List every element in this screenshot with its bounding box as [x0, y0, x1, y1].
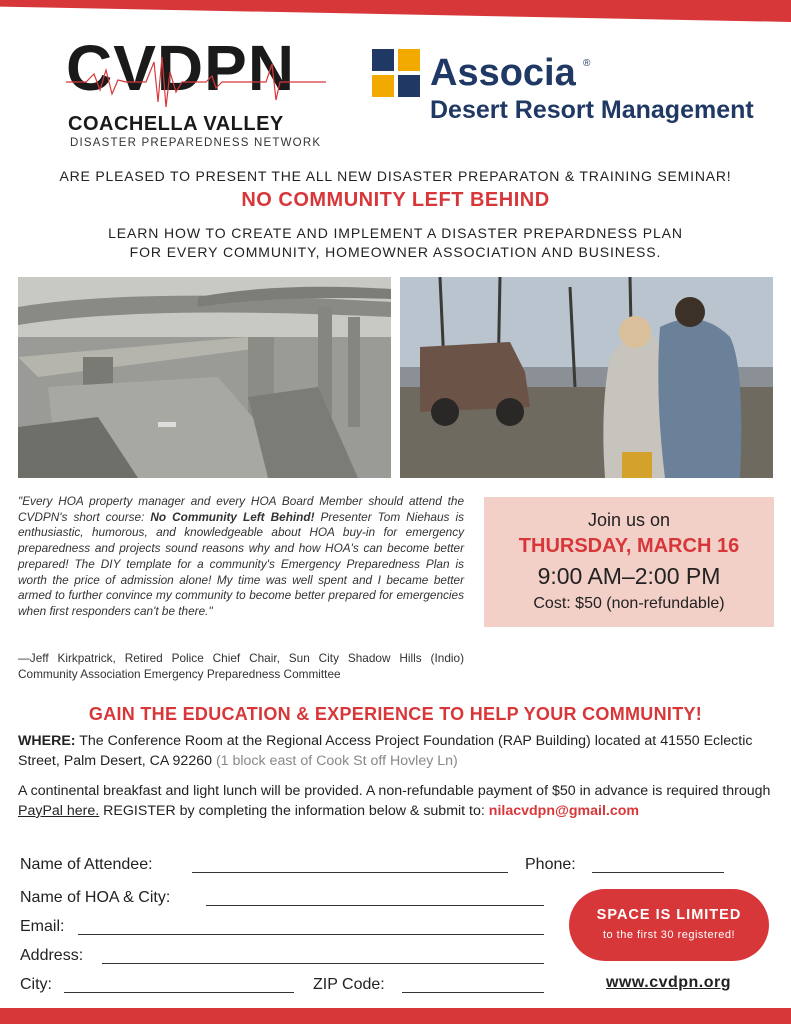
address-input-line[interactable] [102, 963, 544, 964]
registration-text-end: REGISTER by completing the information below & submit to: [99, 803, 489, 819]
testimonial-attribution: —Jeff Kirkpatrick, Retired Police Chief Chair, Sun City Shadow Hills (Indio) Community Association Emergency Preparedness Committee [18, 651, 464, 681]
phone-input-line[interactable] [592, 872, 724, 873]
cvdpn-logo-region: COACHELLA VALLEY [68, 113, 284, 135]
registration-text-start: A continental breakfast and light lunch will be provided. A non-refundable payment of $50 in advance is required through [18, 783, 771, 799]
collapsed-freeway-photo [18, 277, 391, 478]
quote-course-name: No Community Left Behind! [150, 509, 315, 524]
associa-logo-icon [372, 49, 420, 97]
zip-input-line[interactable] [402, 992, 544, 993]
city-input-line[interactable] [64, 992, 294, 993]
testimonial-quote [18, 494, 464, 620]
seismograph-wave-icon [66, 52, 326, 112]
attendee-input-line[interactable] [192, 872, 508, 873]
zip-label: ZIP Code: [313, 976, 385, 993]
email-label: Email: [20, 918, 65, 935]
city-label: City: [20, 976, 52, 993]
cvdpn-logo-title: CVDPN [66, 32, 296, 104]
where-directions: (1 block east of Cook St off Hovley Ln) [215, 753, 458, 769]
hoa-input-line[interactable] [206, 905, 544, 906]
learn-line-1: LEARN HOW TO CREATE AND IMPLEMENT A DISASTER PREPARDNESS PLAN [108, 225, 683, 241]
phone-label: Phone: [525, 856, 576, 873]
email-link[interactable]: nilacvdpn@gmail.com [488, 803, 640, 819]
website-link[interactable]: www.cvdpn.org [606, 974, 732, 991]
registration-paragraph [18, 781, 778, 821]
where-text: The Conference Room at the Regional Access Project Foundation (RAP Building) located at 41550 Eclectic Street, Palm Desert, CA 92260 [18, 733, 753, 769]
where-label: WHERE: [18, 733, 76, 749]
seminar-title: NO COMMUNITY LEFT BEHIND [241, 189, 550, 211]
hoa-label: Name of HOA & City: [20, 889, 171, 906]
space-limited-badge [569, 889, 769, 961]
learn-line-2: FOR EVERY COMMUNITY, HOMEOWNER ASSOCIATION AND BUSINESS. [129, 244, 662, 260]
space-limited-note: to the first 30 registered! [602, 929, 736, 941]
paypal-link[interactable]: PayPal here. [18, 803, 100, 819]
event-time: 9:00 AM–2:00 PM [537, 563, 721, 589]
quote-text-end: Presenter Tom Niehaus is enthusiastic, humorous, and knowledgeable about HOA buy-in for emergency preparedness and projects sound reasons why and how HOA's can become better prepared! The DIY template for a community's Emergency Preparedness Plan is worth the price of admission alone! My time was well spent and I became better armed to further convince my community to become better prepared for emergencies when first responders can't be there." [18, 509, 464, 618]
space-limited-title: SPACE IS LIMITED [596, 907, 742, 923]
associa-registered-mark: ® [583, 58, 591, 69]
bottom-red-band [0, 1008, 791, 1024]
quote-text-start: "Every HOA property manager and every HOA Board Member should attend the CVDPN's short course: [18, 494, 464, 524]
event-date: THURSDAY, MARCH 16 [518, 535, 740, 557]
fire-damage-couple-photo [400, 277, 773, 478]
attendee-label: Name of Attendee: [20, 856, 153, 873]
associa-logo-subtitle: Desert Resort Management [430, 96, 754, 124]
cvdpn-logo-subtitle: DISASTER PREPAREDNESS NETWORK [70, 137, 322, 149]
presents-line: ARE PLEASED TO PRESENT THE ALL NEW DISASTER PREPARATON & TRAINING SEMINAR! [59, 168, 732, 184]
top-red-band [0, 0, 791, 22]
where-paragraph [18, 731, 778, 771]
event-cost: Cost: $50 (non-refundable) [533, 595, 725, 612]
gain-heading: GAIN THE EDUCATION & EXPERIENCE TO HELP YOUR COMMUNITY! [88, 704, 703, 724]
learn-line [0, 224, 791, 262]
address-label: Address: [20, 947, 84, 964]
email-input-line[interactable] [78, 934, 544, 935]
join-us-label: Join us on [587, 510, 671, 530]
associa-logo-name: Associa [430, 52, 576, 94]
